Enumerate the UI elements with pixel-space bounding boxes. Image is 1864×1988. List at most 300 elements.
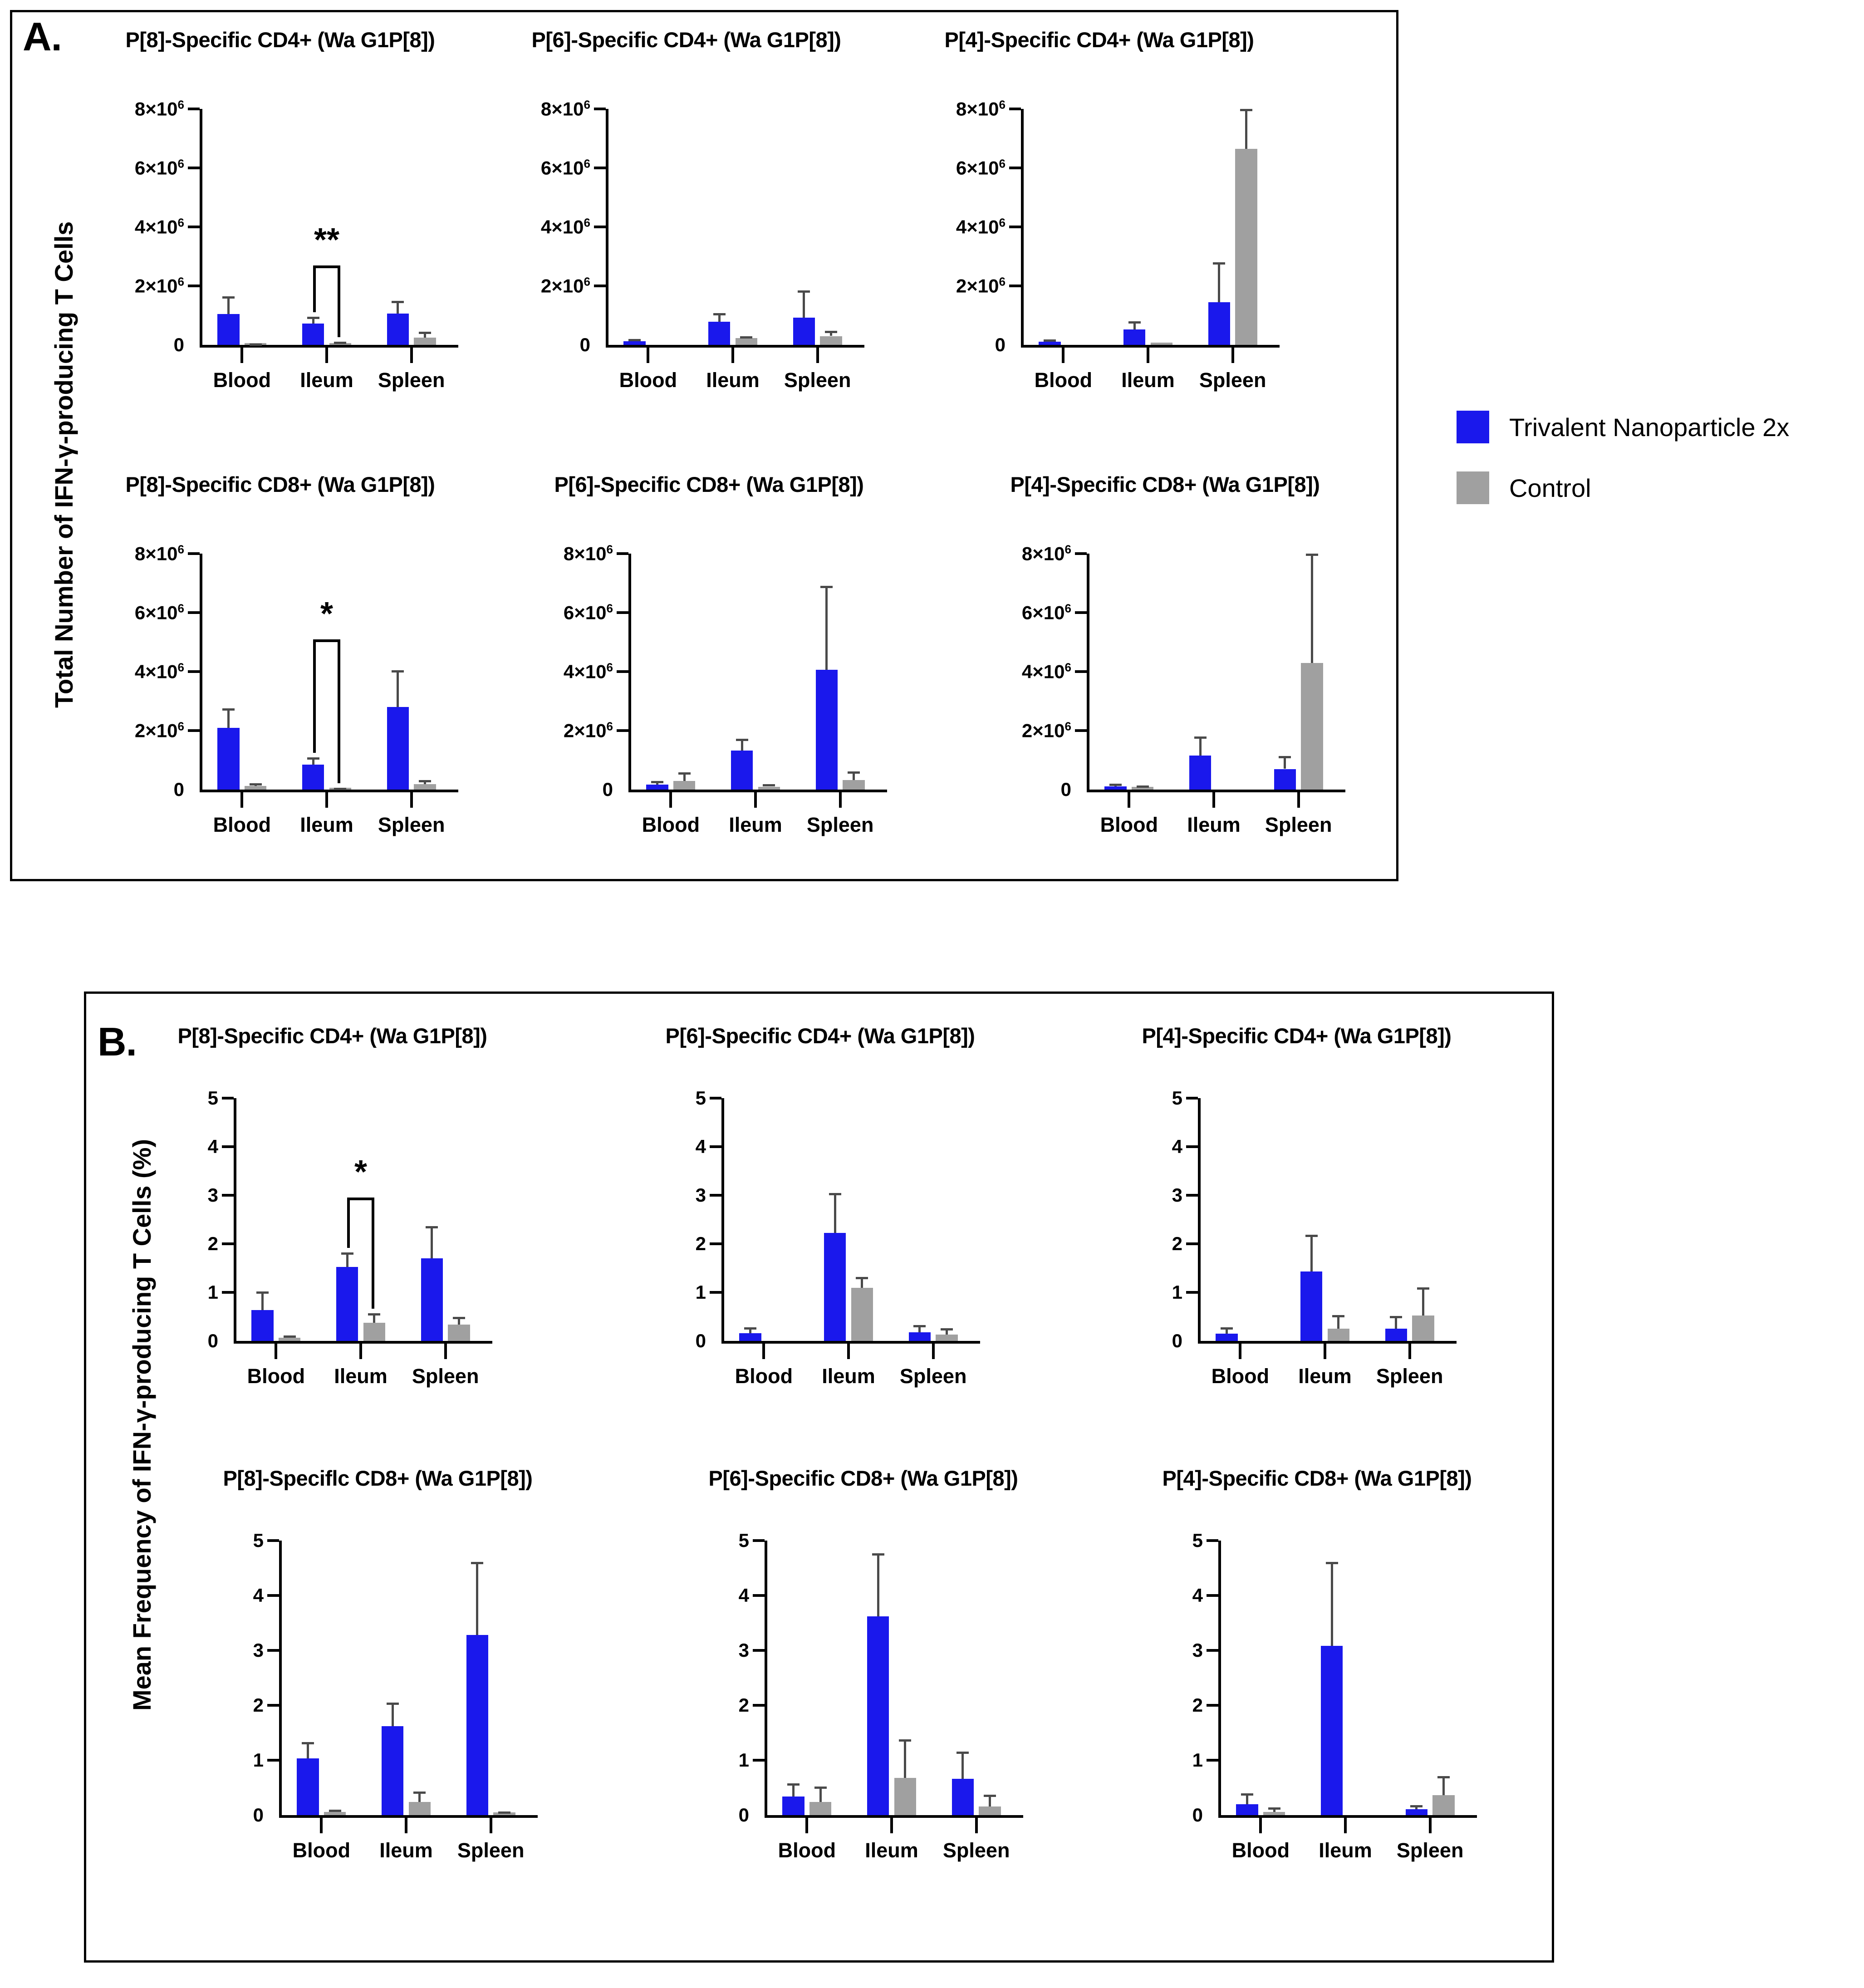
chart-b3 [1114, 1023, 1479, 1414]
y-tick-label: $2\times 10^6$ [956, 275, 1006, 297]
bar-treatment [217, 314, 240, 345]
error-bar-cap [1326, 1562, 1338, 1564]
y-axis-line [721, 1098, 724, 1341]
y-tick [617, 670, 628, 673]
y-tick-label: 5 [738, 1530, 749, 1551]
significance-bracket [313, 595, 340, 788]
legend-item-treatment [1457, 411, 1789, 443]
chart-title: P[6]-Specific CD8+ (Wa G1P[8]) [708, 1466, 1018, 1490]
x-tick [890, 1818, 893, 1833]
x-axis-group-label: Ileum [1121, 368, 1175, 392]
y-tick-label: 5 [1172, 1087, 1182, 1109]
significance-asterisk: * [320, 595, 333, 632]
bracket-right-arm [338, 639, 340, 784]
bar-treatment [731, 751, 753, 790]
error-bar-cap [872, 1553, 884, 1556]
significance-bracket [347, 1154, 374, 1313]
x-tick [325, 792, 328, 808]
y-tick [188, 226, 200, 228]
error-bar [227, 296, 230, 314]
bar-treatment [1216, 1334, 1238, 1341]
bar-control [245, 786, 267, 790]
error-bar [307, 1742, 309, 1758]
plot-area [563, 542, 883, 836]
y-tick-label: $2\times 10^6$ [563, 719, 613, 741]
y-tick-label: 3 [207, 1184, 218, 1206]
bar-control [324, 1812, 346, 1815]
error-bar-cap [899, 1739, 911, 1742]
bar-treatment [421, 1258, 443, 1341]
error-bar [819, 1787, 822, 1802]
y-tick [753, 1649, 765, 1652]
error-bar-cap [1044, 339, 1056, 342]
y-tick-label: $4\times 10^6$ [563, 660, 613, 682]
y-tick [753, 1704, 765, 1707]
error-bar-cap [250, 344, 262, 346]
y-tick-label: 0 [579, 334, 590, 355]
error-bar [397, 670, 399, 707]
x-tick [1239, 1344, 1241, 1359]
error-bar-cap [302, 1742, 314, 1744]
y-tick-label: $4\times 10^6$ [134, 660, 184, 682]
error-bar-cap [1128, 321, 1141, 324]
chart-a6 [962, 472, 1368, 862]
error-bar-cap [820, 586, 833, 588]
error-bar-cap [426, 1226, 438, 1228]
plot-area [540, 98, 860, 392]
bar-treatment [952, 1779, 974, 1815]
y-tick [188, 108, 200, 110]
y-tick [617, 611, 628, 614]
error-bar-cap [392, 301, 404, 303]
y-tick [1009, 285, 1021, 287]
bar-treatment [824, 1233, 846, 1341]
x-axis-group-label: Blood [247, 1365, 305, 1388]
y-tick [1075, 729, 1087, 732]
bar-treatment [867, 1616, 889, 1815]
y-axis-line [200, 554, 202, 790]
x-tick [762, 1344, 765, 1359]
y-tick [594, 285, 606, 287]
bar-treatment [1039, 342, 1061, 345]
y-tick [753, 1539, 765, 1542]
bar-control [1432, 1795, 1455, 1815]
y-tick [188, 611, 200, 614]
x-tick [444, 1344, 447, 1359]
y-tick [188, 729, 200, 732]
bar-treatment [793, 318, 815, 345]
plot-area [1021, 542, 1341, 836]
bar-treatment [909, 1332, 931, 1341]
y-tick-label: 2 [1192, 1694, 1203, 1716]
error-bar-cap [814, 1787, 827, 1789]
panel-a-y-axis-label: Total Number of IFN-γ-producing T Cells [49, 221, 78, 708]
x-axis-group-label: Ileum [300, 813, 353, 836]
y-tick [617, 729, 628, 732]
error-bar-cap [1332, 1315, 1344, 1317]
x-axis-line [765, 1815, 1023, 1818]
x-axis-group-label: Ileum [729, 813, 782, 836]
y-tick-label: 4 [738, 1585, 749, 1606]
error-bar-cap [1194, 736, 1207, 739]
y-tick-label: 2 [695, 1233, 706, 1254]
y-tick-label: 1 [1172, 1281, 1182, 1303]
y-tick-label: 3 [738, 1639, 749, 1661]
y-tick [1075, 611, 1087, 614]
y-tick-label: 4 [253, 1585, 264, 1606]
error-bar-cap [713, 313, 726, 315]
error-bar [227, 708, 230, 727]
chart-title: P[4]-Specific CD8+ (Wa G1P[8]) [1010, 472, 1320, 496]
x-axis-group-label: Ileum [865, 1839, 918, 1862]
y-tick-label: 0 [173, 334, 184, 355]
error-bar-cap [913, 1325, 926, 1327]
y-tick [267, 1704, 279, 1707]
bar-treatment [1123, 329, 1146, 345]
x-axis-line [1087, 790, 1345, 792]
x-tick [1429, 1818, 1432, 1833]
error-bar-cap [329, 1810, 341, 1812]
bar-treatment [1104, 786, 1127, 790]
bracket-right-arm [338, 265, 340, 337]
plot-area [738, 1530, 1019, 1862]
error-bar-cap [368, 1313, 380, 1316]
significance-asterisk: * [354, 1154, 367, 1191]
x-axis-group-label: Ileum [1319, 1839, 1372, 1862]
x-axis-group-label: Blood [1231, 1839, 1290, 1862]
chart-title: P[4]-Specific CD4+ (Wa G1P[8]) [944, 28, 1254, 52]
x-axis-group-label: Spleen [457, 1839, 525, 1862]
x-tick [1324, 1344, 1326, 1359]
y-tick [188, 552, 200, 555]
bar-control [1263, 1812, 1285, 1815]
panel-b-label: B. [98, 1019, 137, 1064]
x-axis-group-label: Ileum [379, 1839, 433, 1862]
y-tick-label: $2\times 10^6$ [1021, 719, 1071, 741]
error-bar-cap [740, 336, 752, 339]
bar-treatment [739, 1333, 761, 1341]
error-bar-cap [250, 783, 262, 785]
bar-treatment [1300, 1271, 1323, 1341]
x-axis-line [200, 790, 458, 792]
error-bar-cap [392, 670, 404, 672]
error-bar-cap [1279, 756, 1291, 758]
y-axis-line [1218, 1541, 1221, 1815]
legend-label-control: Control [1509, 473, 1591, 502]
chart-b5 [681, 1466, 1046, 1888]
x-tick [320, 1818, 323, 1833]
error-bar-cap [829, 1193, 841, 1195]
x-axis-group-label: Ileum [706, 368, 760, 392]
y-tick-label: 3 [695, 1184, 706, 1206]
x-tick [1147, 348, 1149, 363]
x-axis-group-label: Spleen [784, 368, 851, 392]
error-bar [1310, 1235, 1313, 1271]
x-tick [932, 1344, 935, 1359]
bar-treatment [1236, 1804, 1258, 1815]
chart-title: P[6]-Specific CD8+ (Wa G1P[8]) [554, 472, 864, 496]
y-tick [222, 1097, 234, 1100]
x-tick [847, 1344, 850, 1359]
error-bar-cap [334, 342, 346, 344]
bar-treatment [1406, 1809, 1428, 1815]
chart-title: P[6]-Specific CD4+ (Wa G1P[8]) [665, 1024, 975, 1048]
chart-a5 [508, 472, 910, 862]
plot-area [1192, 1530, 1472, 1862]
x-tick [1062, 348, 1064, 363]
y-tick [594, 226, 606, 228]
error-bar-cap [1240, 109, 1252, 111]
error-bar [261, 1291, 264, 1310]
plot-area [134, 542, 454, 836]
y-tick-label: 1 [207, 1281, 218, 1303]
bar-control [414, 338, 436, 345]
error-bar-cap [334, 788, 346, 790]
error-bar-cap [1306, 554, 1318, 556]
y-tick-label: $6\times 10^6$ [1021, 601, 1071, 623]
x-tick [1408, 1344, 1411, 1359]
error-bar [1199, 736, 1202, 756]
x-axis-group-label: Spleen [1199, 368, 1266, 392]
y-tick-label: 0 [738, 1804, 749, 1826]
bar-control [448, 1325, 470, 1341]
error-bar-cap [763, 784, 775, 786]
chart-a2 [486, 27, 887, 417]
y-tick-label: 0 [602, 779, 613, 800]
x-tick [359, 1344, 362, 1359]
error-bar-cap [825, 331, 837, 333]
y-tick-label: 5 [207, 1087, 218, 1109]
y-tick [267, 1594, 279, 1597]
y-tick-label: $6\times 10^6$ [956, 157, 1006, 179]
y-tick-label: $4\times 10^6$ [956, 216, 1006, 238]
plot-area [1172, 1087, 1452, 1388]
x-tick [325, 348, 328, 363]
bar-control [820, 336, 842, 345]
x-tick [410, 348, 413, 363]
chart-b1 [150, 1023, 515, 1414]
bar-treatment [623, 341, 646, 345]
x-tick [816, 348, 819, 363]
y-tick [617, 552, 628, 555]
error-bar-cap [1268, 1807, 1280, 1810]
error-bar-cap [498, 1811, 510, 1814]
bar-treatment [1385, 1329, 1408, 1341]
x-tick [1344, 1818, 1347, 1833]
y-tick [1207, 1704, 1218, 1707]
y-tick-label: 4 [207, 1136, 218, 1157]
x-axis-group-label: Spleen [1376, 1365, 1443, 1388]
error-bar-cap [856, 1277, 868, 1279]
x-axis-group-label: Blood [619, 368, 677, 392]
bar-control [1328, 1329, 1350, 1341]
error-bar [1218, 262, 1220, 302]
y-tick [267, 1539, 279, 1542]
y-tick-label: $6\times 10^6$ [563, 601, 613, 623]
x-tick [754, 792, 757, 808]
y-tick [1207, 1759, 1218, 1762]
y-tick [222, 1242, 234, 1245]
y-tick-label: $8\times 10^6$ [563, 542, 613, 564]
chart-title: P[6]-Specific CD4+ (Wa G1P[8]) [531, 28, 841, 52]
y-tick-label: $6\times 10^6$ [540, 157, 590, 179]
error-bar-cap [453, 1317, 465, 1319]
error-bar-cap [284, 1335, 296, 1338]
x-axis-group-label: Blood [213, 368, 271, 392]
y-tick-label: 0 [995, 334, 1006, 355]
bar-control [936, 1335, 958, 1341]
bar-treatment [387, 707, 409, 790]
y-tick-label: 1 [695, 1281, 706, 1303]
y-axis-line [234, 1098, 236, 1341]
bar-treatment [1274, 769, 1296, 790]
bracket-right-arm [372, 1198, 374, 1309]
y-tick [1009, 226, 1021, 228]
y-tick [753, 1759, 765, 1762]
error-bar [1311, 554, 1313, 663]
error-bar-cap [1213, 262, 1225, 265]
chart-title: P[8]-Specific CD8+ (Wa G1P[8]) [125, 472, 435, 496]
x-axis-group-label: Spleen [899, 1365, 967, 1388]
y-tick-label: 2 [253, 1694, 264, 1716]
y-tick-label: $4\times 10^6$ [540, 216, 590, 238]
x-tick [647, 348, 649, 363]
significance-asterisk: ** [314, 221, 339, 258]
error-bar-cap [1137, 785, 1149, 788]
error-bar-cap [651, 781, 663, 783]
bar-treatment [251, 1310, 274, 1341]
chart-a1 [79, 27, 481, 417]
error-bar-cap [419, 332, 431, 334]
x-axis-group-label: Ileum [1187, 813, 1241, 836]
bar-treatment [782, 1797, 804, 1815]
x-tick [1212, 792, 1215, 808]
plot-area [134, 98, 454, 392]
y-tick-label: 3 [1192, 1639, 1203, 1661]
panel-b-y-axis-label: Mean Frequency of IFN-γ-producing T Cells (%) [128, 1139, 156, 1711]
y-tick-label: 4 [1172, 1136, 1182, 1157]
error-bar-cap [798, 290, 810, 293]
bracket-top [313, 265, 340, 268]
y-axis-line [279, 1541, 282, 1815]
y-axis-line [628, 554, 631, 790]
error-bar-cap [387, 1703, 399, 1705]
y-tick [710, 1194, 721, 1197]
x-tick [405, 1818, 407, 1833]
error-bar-cap [678, 772, 691, 775]
y-tick-label: $8\times 10^6$ [134, 542, 184, 564]
chart-a4 [79, 472, 481, 862]
y-axis-line [606, 109, 608, 345]
error-bar-cap [957, 1752, 969, 1754]
x-tick [1128, 792, 1130, 808]
y-tick [1186, 1097, 1198, 1100]
error-bar-cap [848, 771, 860, 774]
x-tick [1231, 348, 1234, 363]
x-axis-line [234, 1341, 492, 1344]
y-axis-line [765, 1541, 767, 1815]
bar-treatment [217, 728, 240, 790]
y-axis-line [1198, 1098, 1201, 1341]
y-tick-label: $2\times 10^6$ [134, 275, 184, 297]
x-axis-group-label: Blood [1100, 813, 1158, 836]
y-tick [1207, 1594, 1218, 1597]
x-tick [240, 792, 243, 808]
y-tick-label: 1 [253, 1749, 264, 1771]
error-bar [476, 1562, 478, 1635]
x-axis-group-label: Ileum [300, 368, 353, 392]
x-axis-line [1021, 345, 1280, 348]
bar-treatment [382, 1726, 404, 1815]
x-axis-group-label: Blood [735, 1365, 793, 1388]
y-tick [710, 1291, 721, 1294]
chart-title: P[8]-Specific CD4+ (Wa G1P[8]) [125, 28, 435, 52]
y-tick [267, 1759, 279, 1762]
x-tick [731, 348, 734, 363]
error-bar-cap [413, 1792, 426, 1794]
error-bar [825, 586, 828, 670]
x-tick [410, 792, 413, 808]
x-axis-group-label: Ileum [334, 1365, 388, 1388]
plot-area [956, 98, 1275, 392]
error-bar [392, 1703, 394, 1726]
y-tick-label: 3 [253, 1639, 264, 1661]
plot-area [207, 1087, 488, 1388]
error-bar [1331, 1562, 1333, 1646]
x-axis-line [200, 345, 458, 348]
error-bar [961, 1752, 964, 1779]
legend-label-treatment: Trivalent Nanoparticle 2x [1509, 412, 1790, 442]
x-axis-group-label: Blood [642, 813, 700, 836]
y-tick [1207, 1539, 1218, 1542]
y-tick-label: $4\times 10^6$ [1021, 660, 1071, 682]
y-tick-label: $8\times 10^6$ [540, 98, 590, 120]
x-tick [1259, 1818, 1262, 1833]
bar-treatment [466, 1635, 489, 1815]
y-tick-label: $8\times 10^6$ [956, 98, 1006, 120]
y-tick [188, 670, 200, 673]
y-tick [1075, 670, 1087, 673]
error-bar [904, 1739, 906, 1778]
x-axis-group-label: Blood [213, 813, 271, 836]
y-tick-label: 0 [253, 1804, 264, 1826]
significance-bracket [313, 221, 340, 342]
x-axis-group-label: Blood [1034, 368, 1093, 392]
x-tick [669, 792, 672, 808]
error-bar-cap [1221, 1327, 1233, 1330]
chart-b6 [1134, 1466, 1500, 1888]
bracket-left-arm [347, 1198, 350, 1248]
error-bar-cap [222, 296, 235, 299]
error-bar-cap [419, 780, 431, 782]
bracket-top [347, 1198, 374, 1200]
x-tick [805, 1818, 808, 1833]
x-tick [1297, 792, 1300, 808]
bar-control [894, 1778, 917, 1815]
bar-control [673, 781, 696, 790]
error-bar [431, 1226, 433, 1258]
bar-treatment [646, 785, 668, 790]
y-tick-label: $6\times 10^6$ [134, 601, 184, 623]
chart-title: P[4]-Specific CD8+ (Wa G1P[8]) [1162, 1466, 1472, 1490]
error-bar-cap [941, 1328, 953, 1330]
y-tick [1186, 1242, 1198, 1245]
x-axis-group-label: Spleen [1265, 813, 1332, 836]
y-tick [710, 1242, 721, 1245]
x-axis-line [628, 790, 887, 792]
x-axis-line [1198, 1341, 1457, 1344]
chart-title: P[8]-Speciflc CD8+ (Wa G1P[8]) [223, 1466, 533, 1490]
